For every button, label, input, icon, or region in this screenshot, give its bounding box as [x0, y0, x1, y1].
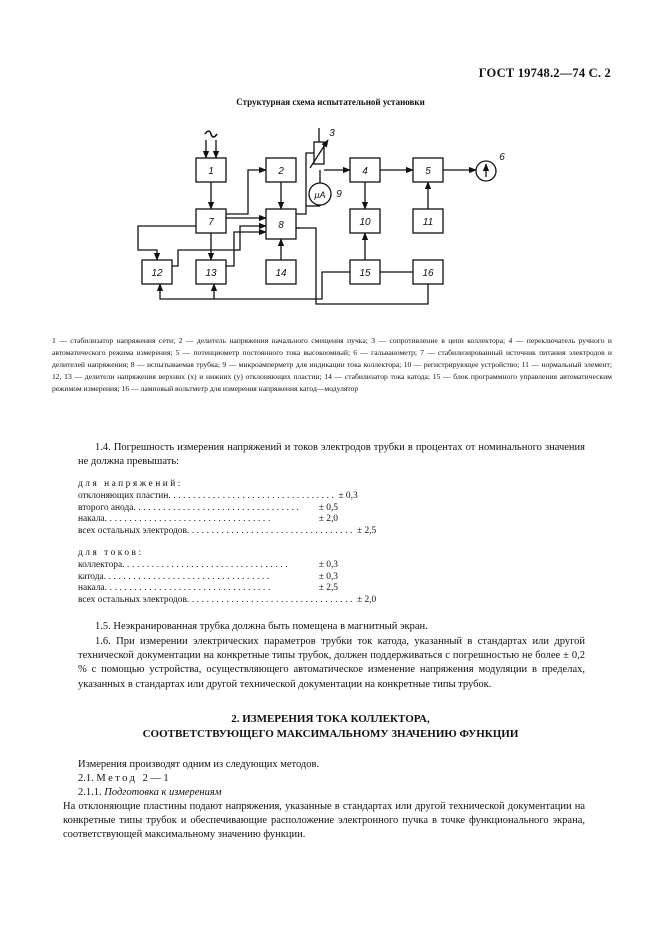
method-name: Метод 2—1	[96, 773, 172, 784]
paragraph-1-5: 1.5. Неэкранированная трубка должна быть помещена в магнитный экран.	[95, 621, 428, 632]
paragraph-1-4: 1.4. Погрешность измерения напряжений и токов электродов трубки в процентах от номинального значения не должна превышать:	[78, 442, 585, 468]
list-item: всех остальных электродов .................................. ± 2,0	[78, 595, 377, 606]
block-label-11: 11	[422, 217, 434, 228]
section-title-line1: 2. ИЗМЕРЕНИЯ ТОКА КОЛЛЕКТОРА,	[231, 713, 430, 725]
block-label-4: 4	[362, 166, 368, 177]
prep-number: 2.1.1.	[78, 787, 102, 798]
list-item: второго анода .................................. ± 0,5	[78, 502, 338, 513]
block-label-12: 12	[151, 268, 163, 279]
block-label-14: 14	[275, 268, 287, 279]
voltage-tolerance-list	[78, 479, 377, 538]
prep-name: Подготовка к измерениям	[104, 787, 222, 798]
current-tolerance-list	[78, 548, 377, 607]
voltage-list-heading: для напряжений:	[78, 479, 183, 489]
list-item: накала .................................. ± 2,0	[78, 514, 338, 525]
list-item: отклоняющих пластин .................................. ± 0,3	[78, 490, 358, 501]
figure-title: Структурная схема испытательной установки	[236, 97, 425, 107]
list-item: коллектора .................................. ± 0,3	[78, 559, 338, 570]
block-label-3: 3	[329, 128, 335, 139]
block-label-2: 2	[278, 166, 284, 177]
paragraph-1-6: 1.6. При измерении электрических параметров трубки ток катода, указанный в стандартах или другой технической документации на конкретные типы трубок, должен поддерживаться с погрешностью не более ± 0,2 % с помощью устройства, осуществляющего автоматическое изменение напряжения модуляции в пределах, указанных в стандартах или другой технической документации на конкретные типы трубок.	[78, 636, 585, 690]
block-label-10: 10	[359, 217, 371, 228]
block-label-7: 7	[208, 217, 214, 228]
block-label-9: 9	[336, 189, 342, 200]
page-header: ГОСТ 19748.2—74 С. 2	[478, 66, 611, 80]
figure-caption: 1 — стабилизатор напряжения сети; 2 — делитель напряжения начального смещения пучка; 3 — сопротивление в цепи коллектора; 4 — переключатель ручного и автоматического режима измерения; 5 — потенциометр постоянного тока высокоомный; 6 — гальванометр; 7 — стабилизированный источник питания электродов и делителей напряжения; 8 — испытываемая трубка; 9 — микроамперметр для индикации тока коллектора; 10 — регистрирующее устройство; 11 — нормальный элемент; 12, 13 — делители напряжения верхних (x) и нижних (y) отклоняющих пластин; 14 — стабилизатор тока катода; 15 — блок программного управления автоматическим режимом измерения; 16 — ламповый вольтметр для измерения напряжения катод—модулятор	[52, 336, 612, 393]
current-list-heading: для токов:	[78, 548, 144, 558]
prep-paragraph: На отклоняющие пластины подают напряжения, указанные в стандартах или другой технической документации на конкретные типы трубок и обеспечивающие расположение электронного пучка в точке функционального экрана, соответствующей максимальному значению функции.	[63, 801, 585, 841]
section-intro: Измерения производят одним из следующих методов.	[78, 759, 320, 770]
prep-heading	[78, 786, 585, 800]
block-label-5: 5	[425, 166, 431, 177]
block-label-16: 16	[422, 268, 434, 279]
block-label-15: 15	[359, 268, 371, 279]
block-diagram	[0, 0, 661, 330]
list-item: катода .................................. ± 0,3	[78, 571, 338, 582]
block-label-1: 1	[208, 166, 214, 177]
block-label-6: 6	[499, 152, 505, 163]
section-title-line2: СООТВЕТСТВУЮЩЕГО МАКСИМАЛЬНОМУ ЗНАЧЕНИЮ ФУНКЦИИ	[142, 728, 519, 740]
method-number: 2.1.	[78, 773, 94, 784]
method-heading	[78, 772, 585, 786]
list-item: всех остальных электродов .................................. ± 2,5	[78, 526, 377, 537]
block-label-13: 13	[205, 268, 217, 279]
meter-label: μА	[314, 190, 326, 200]
block-label-8: 8	[278, 220, 284, 231]
list-item: накала .................................. ± 2,5	[78, 583, 338, 594]
